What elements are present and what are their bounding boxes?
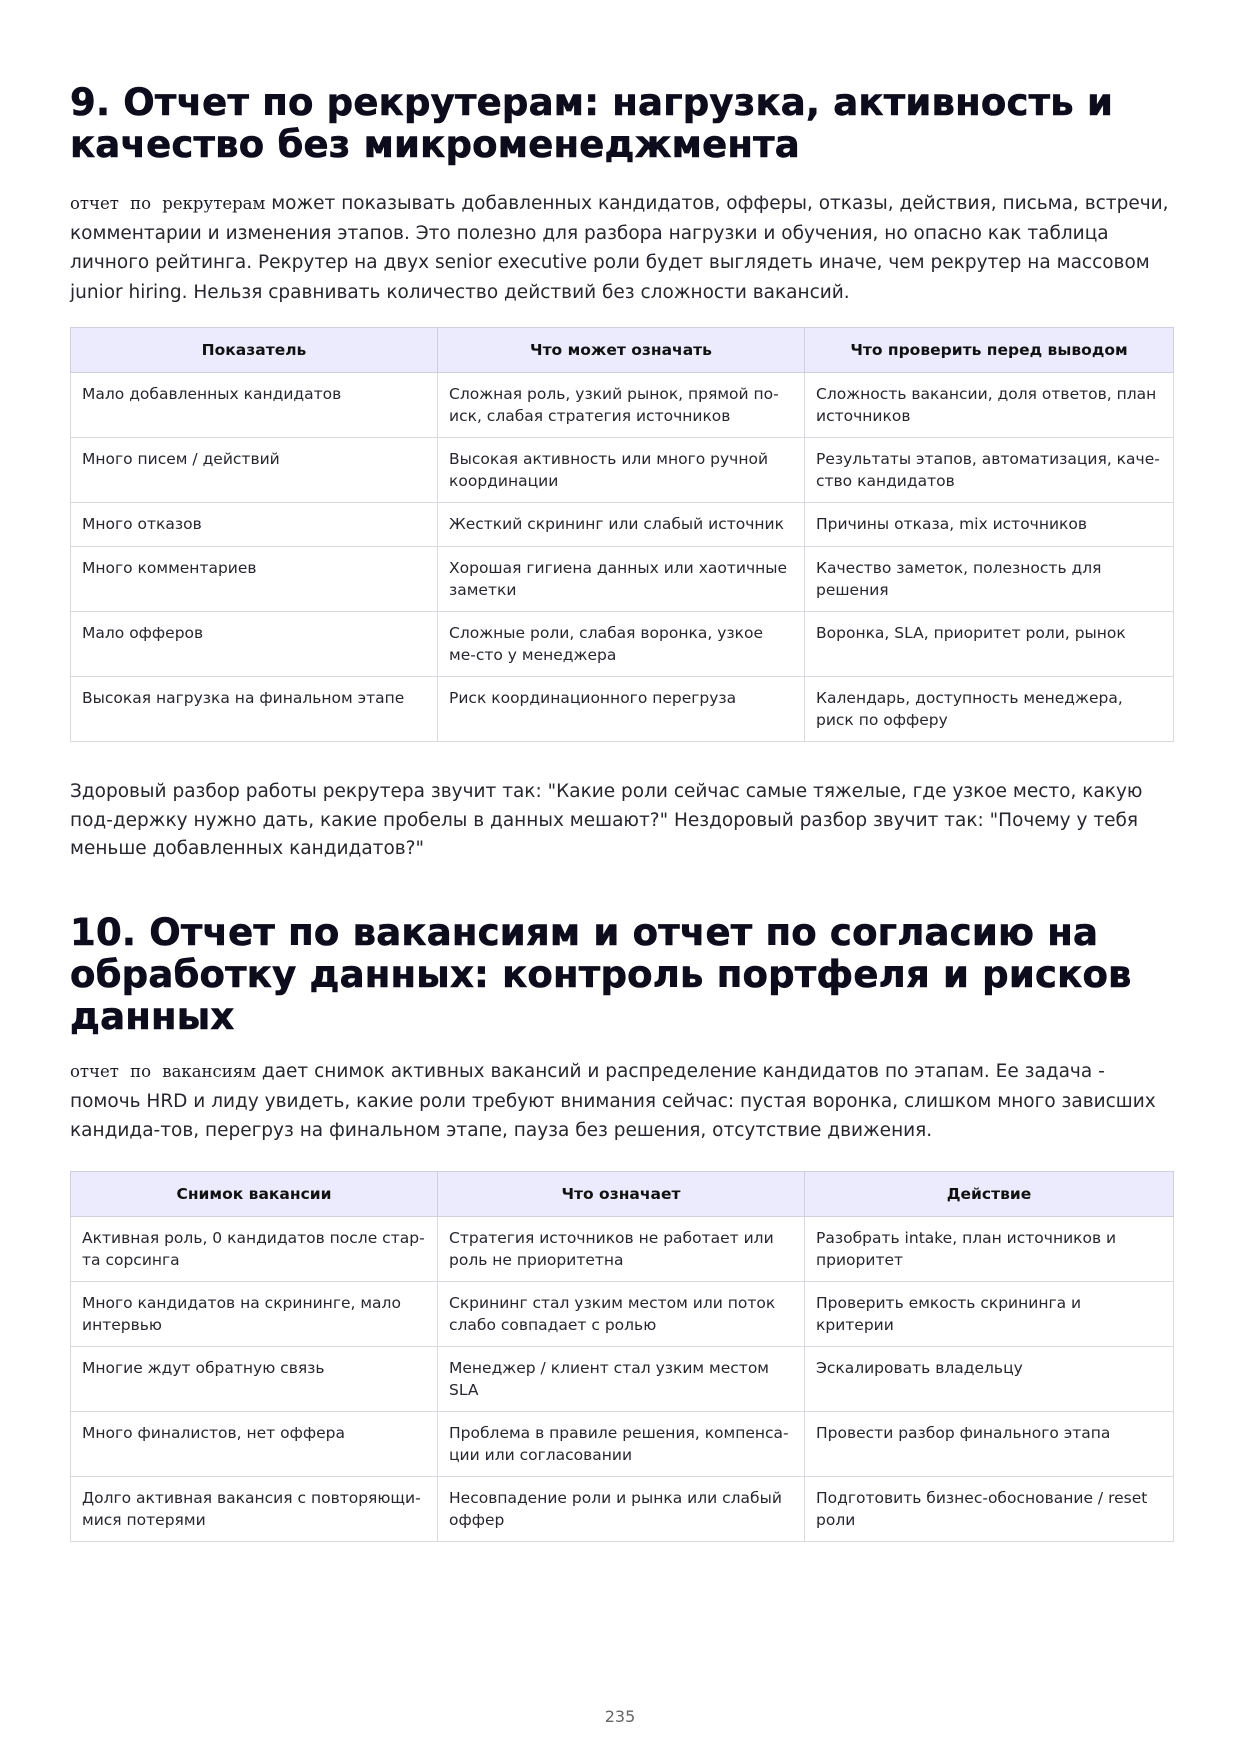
table-cell: Воронка, SLA, приоритет роли, рынок <box>805 612 1174 677</box>
table-row <box>71 1347 1174 1412</box>
section-10-heading: 10. Отчет по вакансиям и отчет по согласию на обработку данных: контроль портфеля и рисков данных <box>70 911 1132 1038</box>
section-9-outro: Здоровый разбор работы рекрутера звучит так: "Какие роли сейчас самые тяжелые, где узкое место, какую под-держку нужно дать, какие пробелы в данных мешают?" Нездоровый разбор звучит так: "Почему у тебя меньше добавленных кандидатов?" <box>70 781 1143 859</box>
vacancy-report-table <box>70 1171 1174 1542</box>
table-cell: Календарь, доступность менеджера, риск по офферу <box>805 677 1174 742</box>
section-9-intro <box>70 189 1173 307</box>
table-cell: Жесткий скрининг или слабый источник <box>438 503 805 547</box>
table-row <box>71 373 1174 438</box>
intro-text: дает снимок активных вакансий и распределение кандидатов по этапам. Ее задача - помочь HRD и лиду увидеть, какие роли требуют внимания сейчас: пустая воронка, слишком много зависших кандида-тов, перегруз на финальном этапе, пауза без решения, отсутствие движения. <box>70 1061 1156 1141</box>
table-row <box>71 1477 1174 1542</box>
table-header-row <box>71 1172 1174 1217</box>
intro-term: отчет по рекрутерам <box>70 194 266 213</box>
column-header: Снимок вакансии <box>71 1172 438 1217</box>
recruiter-report-table <box>70 327 1174 742</box>
table-row <box>71 547 1174 612</box>
table-cell: Провести разбор финального этапа <box>805 1412 1174 1477</box>
table-header-row <box>71 328 1174 373</box>
intro-term: отчет по вакансиям <box>70 1062 257 1081</box>
column-header: Что означает <box>438 1172 805 1217</box>
table-cell: Сложные роли, слабая воронка, узкое ме-сто у менеджера <box>438 612 805 677</box>
column-header: Действие <box>805 1172 1174 1217</box>
table-row <box>71 503 1174 547</box>
table-cell: Несовпадение роли и рынка или слабый оффер <box>438 1477 805 1542</box>
table-row <box>71 612 1174 677</box>
table-cell: Проблема в правиле решения, компенса-ции или согласовании <box>438 1412 805 1477</box>
table-row <box>71 1217 1174 1282</box>
table-cell: Эскалировать владельцу <box>805 1347 1174 1412</box>
table-cell: Причины отказа, mix источников <box>805 503 1174 547</box>
column-header: Показатель <box>71 328 438 373</box>
section-9-heading: 9. Отчет по рекрутерам: нагрузка, активность и качество без микроменеджмента <box>70 81 1114 166</box>
table-row <box>71 1282 1174 1347</box>
table-cell: Много кандидатов на скрининге, мало интервью <box>71 1282 438 1347</box>
table-cell: Сложная роль, узкий рынок, прямой по-иск, слабая стратегия источников <box>438 373 805 438</box>
page-number: 235 <box>604 1707 636 1726</box>
table-row <box>71 438 1174 503</box>
table-cell: Много финалистов, нет оффера <box>71 1412 438 1477</box>
column-header: Что проверить перед выводом <box>805 328 1174 373</box>
table-cell: Высокая нагрузка на финальном этапе <box>71 677 438 742</box>
table-row <box>71 1412 1174 1477</box>
table-cell: Много комментариев <box>71 547 438 612</box>
section-10-intro <box>70 1057 1173 1146</box>
table-cell: Риск координационного перегруза <box>438 677 805 742</box>
table-cell: Скрининг стал узким местом или поток слабо совпадает с ролью <box>438 1282 805 1347</box>
table-cell: Результаты этапов, автоматизация, каче-ство кандидатов <box>805 438 1174 503</box>
column-header: Что может означать <box>438 328 805 373</box>
table-cell: Мало добавленных кандидатов <box>71 373 438 438</box>
table-cell: Качество заметок, полезность для решения <box>805 547 1174 612</box>
table-cell: Многие ждут обратную связь <box>71 1347 438 1412</box>
intro-text: может показывать добавленных кандидатов, офферы, отказы, действия, письма, встречи, комментарии и изменения этапов. Это полезно для разбора нагрузки и обучения, но опасно как таблица личного рейтинга. Рекрутер на двух senior executive роли будет выглядеть иначе, чем рекрутер на массовом junior hiring. Нельзя сравнивать количество действий без сложности вакансий. <box>70 193 1169 303</box>
table-cell: Подготовить бизнес-обоснование / reset роли <box>805 1477 1174 1542</box>
table-cell: Много писем / действий <box>71 438 438 503</box>
table-cell: Высокая активность или много ручной координации <box>438 438 805 503</box>
table-cell: Сложность вакансии, доля ответов, план источников <box>805 373 1174 438</box>
table-cell: Мало офферов <box>71 612 438 677</box>
table-row <box>71 677 1174 742</box>
table-cell: Много отказов <box>71 503 438 547</box>
table-cell: Менеджер / клиент стал узким местом SLA <box>438 1347 805 1412</box>
table-cell: Проверить емкость скрининга и критерии <box>805 1282 1174 1347</box>
table-cell: Активная роль, 0 кандидатов после стар-та сорсинга <box>71 1217 438 1282</box>
table-cell: Разобрать intake, план источников и приоритет <box>805 1217 1174 1282</box>
table-cell: Стратегия источников не работает или роль не приоритетна <box>438 1217 805 1282</box>
table-cell: Хорошая гигиена данных или хаотичные заметки <box>438 547 805 612</box>
table-cell: Долго активная вакансия с повторяющи-мися потерями <box>71 1477 438 1542</box>
